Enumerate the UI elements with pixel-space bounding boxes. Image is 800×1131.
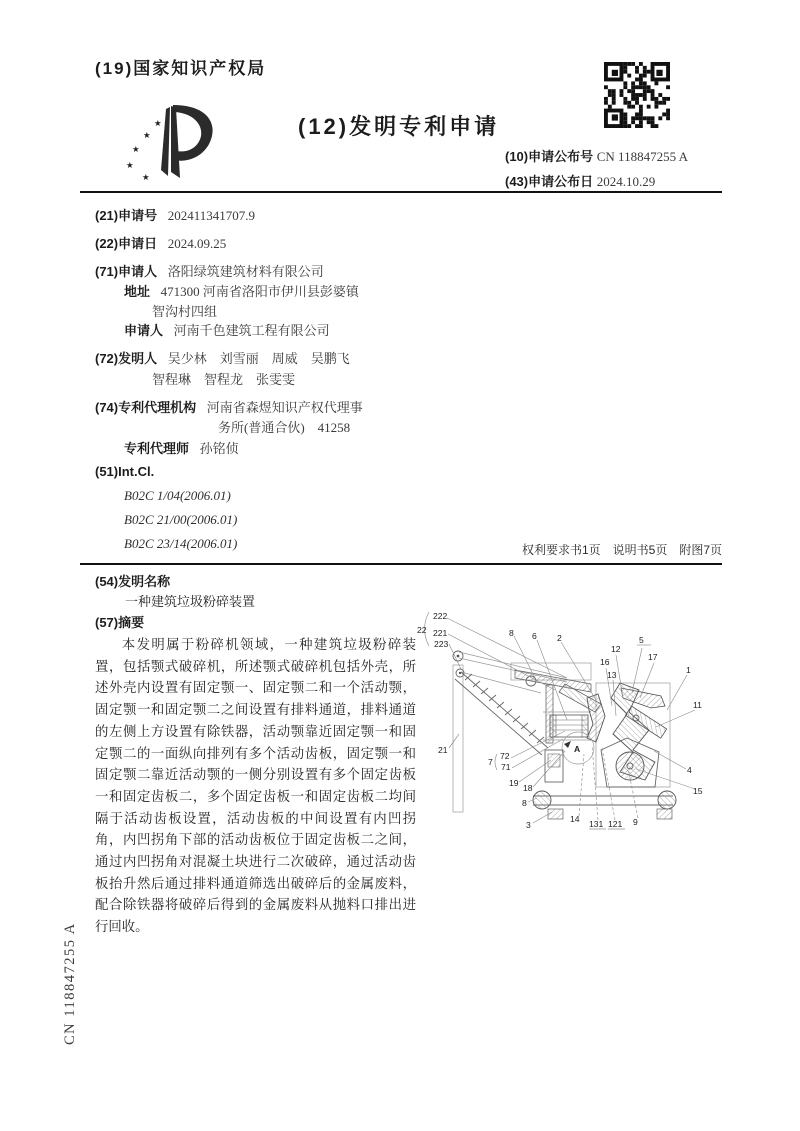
agency-row xyxy=(95,397,363,416)
publication-date-label: (43)申请公布日 xyxy=(505,174,594,189)
fig-detail-arrow-icon xyxy=(564,741,571,748)
fig-label: 121 xyxy=(608,819,623,829)
inventors-label: (72)发明人 xyxy=(95,351,158,366)
publication-number-label: (10)申请公布号 xyxy=(505,149,594,164)
app-number-value: 202411341707.9 xyxy=(167,208,256,223)
qr-code xyxy=(604,62,670,128)
address-line2: 智沟村四组 xyxy=(152,304,218,319)
inventors-line2: 智程琳 智程龙 张雯雯 xyxy=(152,372,296,387)
fig-label: 2 xyxy=(557,633,562,643)
address-row xyxy=(124,281,359,300)
intcl-entry: B02C 23/14(2006.01) xyxy=(124,536,238,551)
invention-title: 一种建筑垃圾粉碎装置 xyxy=(125,594,256,609)
publication-number-value: CN 118847255 A xyxy=(596,149,688,164)
cnipa-logo xyxy=(110,96,228,188)
fig-roller-feeder xyxy=(543,712,591,740)
fig-label: 8 xyxy=(509,628,514,638)
fig-label: 223 xyxy=(434,639,449,649)
publication-number-row xyxy=(505,146,688,165)
publication-date-value: 2024.10.29 xyxy=(596,174,656,189)
fig-label: 12 xyxy=(611,644,621,654)
abstract-text: 本发明属于粉碎机领域，一种建筑垃圾粉碎装置，包括颚式破碎机，所述颚式破碎机包括外壳，所述外壳内设置有固定颚一、固定颚二和一个活动颚，固定颚一和固定颚二之间设置有排料通道，排料通道的左侧上方设置有除铁器，活动颚靠近固定颚一和固定颚二的一面纵向排列有多个活动齿板，固定颚一和固定颚二靠近活动颚的一侧分别设置有多个固定齿板一和固定齿板二，多个固定齿板一和固定齿板二均间隔于活动齿板设置，活动齿板的中间设置有内凹拐角，内凹拐角下部的活动齿板位于固定齿板二之间，通过内凹拐角对混凝土块进行二次破碎，通过活动齿板抬升然后通过排料通道筛选出破碎后的金属废料，配合除铁器将破碎后得到的金属废料从抛料口排出进行回收。 xyxy=(95,637,416,935)
document-type-title: (12)发明专利申请 xyxy=(298,114,500,139)
fig-label: 13 xyxy=(607,670,617,680)
second-applicant-row xyxy=(124,320,330,339)
fig-label: 7 xyxy=(488,757,493,767)
intcl-label: (51)Int.Cl. xyxy=(95,464,155,479)
fig-eccentric-shaft xyxy=(616,752,644,780)
fig-label: 5 xyxy=(639,635,644,645)
fig-label: 21 xyxy=(438,745,448,755)
applicant2-label: 申请人 xyxy=(124,323,164,338)
intcl-entry: B02C 1/04(2006.01) xyxy=(124,488,231,503)
applicant-name: 洛阳绿筑建筑材料有限公司 xyxy=(167,264,324,279)
applicant2-name: 河南千色建筑工程有限公司 xyxy=(173,323,330,338)
fig-label: 8 xyxy=(522,798,527,808)
fig-label: 221 xyxy=(433,628,448,638)
divider-top xyxy=(80,191,722,193)
fig-label: 14 xyxy=(570,814,580,824)
fig-label: 9 xyxy=(633,817,638,827)
publication-date-row xyxy=(505,171,655,190)
side-publication-code: CN 118847255 A xyxy=(62,922,78,1045)
agency-line2: 务所(普通合伙) 41258 xyxy=(218,420,351,435)
fig-label: 22 xyxy=(417,625,427,635)
inventors-line1: 吴少林 刘雪丽 周威 吴鹏飞 xyxy=(167,351,350,366)
address-line1: 471300 河南省洛阳市伊川县彭婆镇 xyxy=(160,284,359,299)
agent-label: 专利代理师 xyxy=(124,441,190,456)
app-number-label: (21)申请号 xyxy=(95,208,158,223)
patent-figure xyxy=(415,598,765,848)
application-date-row xyxy=(95,233,226,252)
inventors-row2 xyxy=(152,369,295,388)
intcl-entry: B02C 21/00(2006.01) xyxy=(124,512,238,527)
fig-label: 131 xyxy=(589,819,604,829)
logo-star-icon: ★ xyxy=(132,144,140,154)
fig-label: 1 xyxy=(686,665,691,675)
agency-line1: 河南省森煜知识产权代理事 xyxy=(206,400,363,415)
patent-office-name: (19)国家知识产权局 xyxy=(95,59,267,78)
divider-middle xyxy=(80,563,722,565)
applicant-row xyxy=(95,261,324,280)
agency-label: (74)专利代理机构 xyxy=(95,400,197,415)
logo-star-icon: ★ xyxy=(126,160,134,170)
abstract-label: (57)摘要 xyxy=(95,615,145,630)
fig-label: 71 xyxy=(501,762,511,772)
app-date-label: (22)申请日 xyxy=(95,236,158,251)
fig-label: 72 xyxy=(500,751,510,761)
fig-label: 17 xyxy=(648,652,658,662)
agent-name: 孙铭侦 xyxy=(199,441,239,456)
address-row2 xyxy=(152,301,217,320)
fig-label: 11 xyxy=(693,700,702,710)
invention-title-label: (54)发明名称 xyxy=(95,574,171,589)
fig-label: 15 xyxy=(693,786,703,796)
agency-row2 xyxy=(218,417,350,436)
logo-star-icon: ★ xyxy=(143,130,151,140)
applicant-label: (71)申请人 xyxy=(95,264,158,279)
address-label: 地址 xyxy=(124,284,151,299)
agent-row xyxy=(124,438,239,457)
application-number-row xyxy=(95,205,255,224)
fig-label: 4 xyxy=(687,765,692,775)
fig-label: 6 xyxy=(532,631,537,641)
fig-label: 19 xyxy=(509,778,519,788)
fig-movable-jaw xyxy=(587,694,605,742)
intcl-row xyxy=(95,464,161,479)
logo-star-icon: ★ xyxy=(154,118,162,128)
inventors-row xyxy=(95,348,350,367)
fig-label: 3 xyxy=(526,820,531,830)
app-date-value: 2024.09.25 xyxy=(167,236,227,251)
fig-bottom-conveyor xyxy=(533,791,676,819)
fig-label: 222 xyxy=(433,611,448,621)
fig-mast xyxy=(453,665,463,812)
pages-summary: 权利要求书1页 说明书5页 附图7页 xyxy=(521,543,722,557)
fig-detail-label: A xyxy=(574,744,581,754)
logo-star-icon: ★ xyxy=(142,172,150,182)
fig-label: 18 xyxy=(523,783,533,793)
fig-label: 16 xyxy=(600,657,610,667)
